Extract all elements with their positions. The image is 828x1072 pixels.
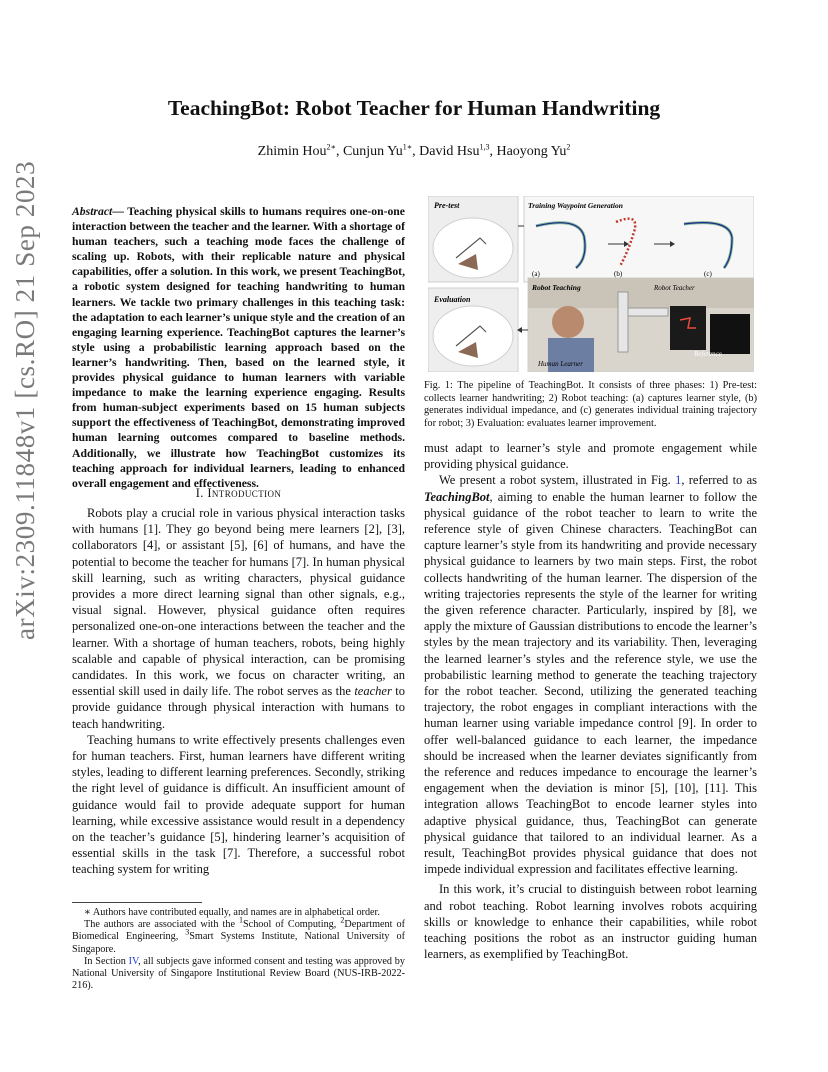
label-reference: Reference [694, 350, 722, 358]
label-sub-b: (b) [614, 270, 623, 278]
author-affiliation: 2∗ [326, 142, 336, 152]
abstract-text: — Teaching physical skills to humans requires one-on-one interaction between the teacher and the learner. With a shortage of human teachers, such a teaching mode faces the challenge of scaling up. Robots, with their replicable nature and physical capabilities, offer a solution. In this work, we present TeachingBot, a robotic system designed for teaching handwriting to human learners. We tackle two primary challenges in this teaching task: the adaptation to each learner’s unique style and the creation of an engaging learning experience. TeachingBot captures the learner’s style using a probabilistic learning approach based on the learner’s handwriting. Then, based on the learned style, it provides physical guidance to human learners with variable impedance to make the learning experience engaging. Results from human-subject experiments based on 15 human subjects support the effectiveness of TeachingBot, demonstrating improved human learning outcomes compared to baseline methods. Additionally, we illustrate how TeachingBot customizes its teaching approach for individual learners, leading to enhanced overall engagement and effectiveness. [72, 205, 405, 490]
author-affiliation: 1,3 [479, 142, 490, 152]
section-link[interactable]: IV [128, 955, 139, 967]
emphasis-teacher: teacher [354, 684, 392, 699]
author-affiliation: 2 [566, 142, 571, 152]
section-title: Introduction [207, 486, 282, 500]
label-robot-teaching: Robot Teaching [532, 283, 581, 292]
author-affiliation: 1∗ [402, 142, 413, 152]
intro-paragraph-2: Teaching humans to write effectively presents challenges even for human teachers. First, human learners have different writing styles, leading to different learning preferences. Secondly, striking the right level of guidance is difficult. An insufficient amount of guidance would fail to provide adequate support for human learning, while excessive assistance would result in a dependency on the teacher’s guidance [5], hindering learner’s acquisition of essential skills in the task [7]. Therefore, a successful robot teaching system for writing [72, 732, 405, 877]
author-list: Zhimin Hou$^{2∗}$, Cunjun $Yu^{1∗}$, David Hsu$^{1,3}$, Haoyong Yu$^2$ [257, 142, 571, 159]
author-name: David Hsu [419, 144, 480, 159]
emphasis-teachingbot: TeachingBot [424, 489, 490, 504]
robot-teaching-panel [528, 278, 754, 372]
label-evaluation: Evaluation [434, 295, 471, 304]
footnotes [72, 907, 405, 992]
right-column-body [424, 440, 757, 963]
label-robot-teacher: Robot Teacher [654, 284, 695, 292]
abstract [72, 204, 405, 491]
section-heading-introduction [72, 486, 405, 501]
section-number: I. [195, 486, 204, 500]
waypoint-panel [524, 196, 754, 282]
author-name: Cunjun Yu [342, 144, 403, 159]
label-pretest: Pre-test [434, 201, 460, 210]
figure-pipeline [428, 196, 754, 372]
figure-link[interactable]: 1 [675, 473, 682, 488]
footnote-affiliations: The authors are associated with the $^1$School of Computing, $^2$Department of Biomedical Engineering, $^3$Smart Systems Institute, National University of Singapore. [72, 915, 406, 955]
label-sub-c: (c) [704, 270, 712, 278]
pretest-panel [428, 196, 518, 282]
arxiv-identifier: arXiv:2309.11848v1 [cs.RO] 21 Sep 2023 [10, 160, 40, 640]
intro-paragraph-1: Robots play a crucial role in various physical interaction tasks with humans [1]. They go beyond being mere learners [2], [3], collaborators [4], or assistant [5], [6] of humans, and have the potential to become the teacher for humans [7]. In human physical skill learning, such as writing characters, physical guidance provides a more direct learning signal than other signals, e.g., visual signal. However, physical guidance often requires personalized one-on-one interactions between the teacher and the learner. With a shortage of human teachers, robots, being highly scalable and capable of physical interaction, can be promising candidates. In this work, we focus on character writing, an essential skill used in daily life. The robot serves as the teacher to provide guidance through physical interaction with humans to teach handwriting. [72, 506, 405, 731]
introduction-body [72, 505, 405, 878]
right-paragraph-1: We present a robot system, illustrated in Fig. 1, referred to as TeachingBot, aiming to enable the human learner to follow the physical guidance of the robot teacher to learn to write the reference style of given Chinese characters. TeachingBot can capture learner’s style from its handwriting and provide necessary physical guidance to learners by two main steps. First, the robot collects handwriting of the human learner. The dispersion of the writing trajectories represents the style of the learner for writing the given reference character. Particularly, inspired by [8], we apply the mixture of Gaussian distributions to encode the learner’s styles by the mean trajectory and its variability. Then, leveraging the learned learner’s styles and the reference style, we use the probabilistic learning method to generate the teaching trajectory for the robot teacher. Second, utilizing the generated teaching trajectory, the robot engages in compliant interactions with the human learner using variable impedance control [9]. In order to offer well-balanced guidance to each learner, the impedance should be increased when the learner deviates significantly from the reference and reduces impedance to encourage the learner’s engagement when the deviation is minor [5], [10], [11]. This integration allows TeachingBot to encode learner styles into adaptive physical guidance, thus, TeachingBot can generate physical guidance that tailored to an individual learner. As a result, TeachingBot provides physical guidance that does not impede individual expression and facilitates effective learning. [424, 473, 758, 877]
right-paragraph-continued: must adapt to learner’s style and promote engagement while providing physical guidance. [424, 441, 757, 472]
figure-caption: Fig. 1: The pipeline of TeachingBot. It consists of three phases: 1) Pre-test: collects learner handwriting; 2) Robot teaching: (a) captures learner style, (b) generates individual impedance, and (c) generates individual training trajectory for robot; 3) Evaluation: evaluates learner improvement. [424, 380, 757, 429]
label-sub-a: (a) [532, 270, 540, 278]
label-waypoint: Training Waypoint Generation [528, 201, 623, 210]
footnote-irb: In Section IV, all subjects gave informed consent and testing was approved by National University of Singapore Institutional Review Board (NUS-IRB-2022-216). [72, 955, 405, 992]
abstract-lead: Abstract [72, 205, 113, 218]
label-human-learner: Human Learner [538, 360, 583, 368]
author-name: Haoyong Yu [496, 144, 567, 159]
right-paragraph-2: In this work, it’s crucial to distinguish between robot learning and robot teaching. Robot learning involves robots acquiring skills or knowledge to enhance their capabilities, while robot teaching positions the robot as an instructor guiding human learners, as exemplified by TeachingBot. [424, 882, 757, 962]
footnote-divider [72, 902, 202, 903]
footnote-equal-contribution: ∗ Authors have contributed equally, and names are in alphabetical order. [84, 907, 380, 918]
paper-title: TeachingBot: Robot Teacher for Human Handwriting [167, 96, 661, 120]
evaluation-panel [428, 288, 518, 372]
author-name: Zhimin Hou [257, 144, 327, 159]
